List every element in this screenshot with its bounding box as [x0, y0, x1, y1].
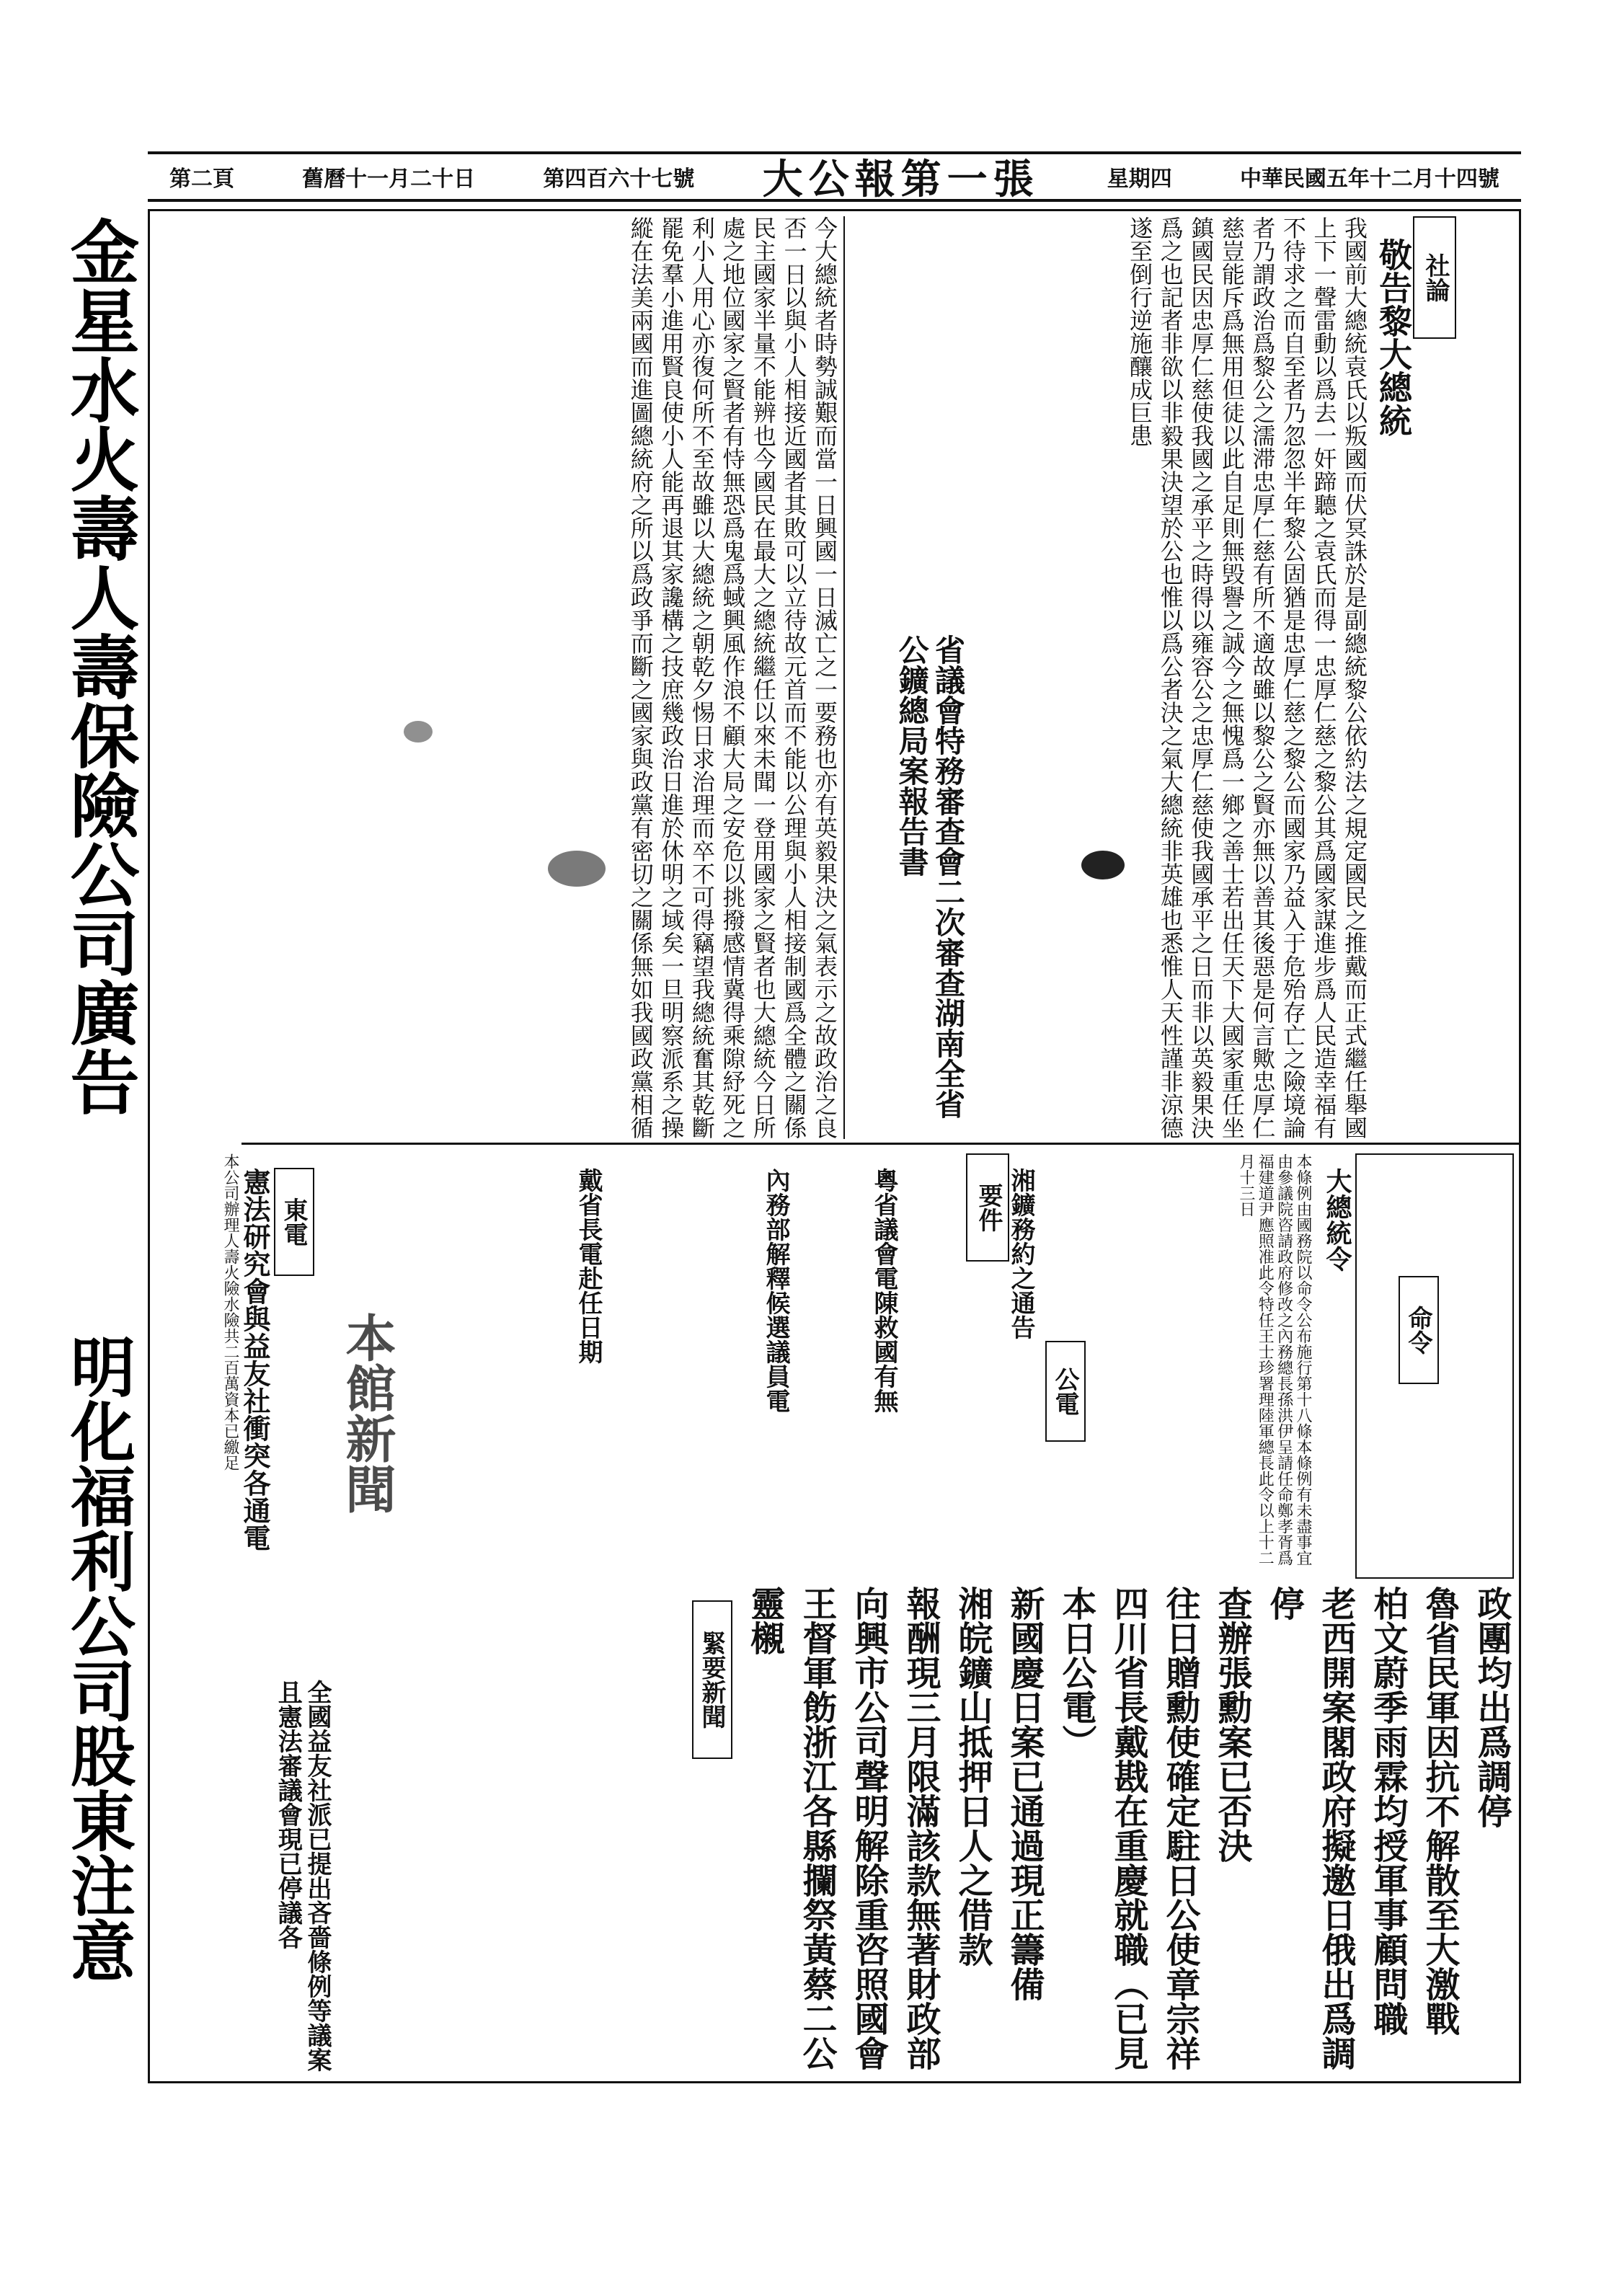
eastern-telegram-subtitle: 全國益友社派已提出吝嗇條例等議案且憲法審議會現已停議各 — [273, 1680, 332, 2072]
advert-line-2: 明化福利公司股東注意 — [59, 1334, 136, 1982]
urgent-item: 政團均出爲調停 — [1471, 1586, 1512, 1828]
eastern-telegram-label: 東電 — [274, 1168, 314, 1276]
orders-title: 大總統令 — [1322, 1168, 1352, 1272]
advert-small-print: 本公司辦理人壽火險水險共二百萬資本已繳足 — [221, 1153, 239, 1471]
urgent-item: 湘皖鑛山抵押日人之借款 — [952, 1586, 993, 1967]
telegram-title-2: 粵省議會電陳救國有無 — [869, 1168, 898, 1413]
important-docs-label: 要件 — [966, 1153, 1009, 1262]
urgent-item: 王督軍飭浙江各縣攔祭黃蔡二公靈櫬 — [745, 1586, 837, 2070]
urgent-item — [735, 1586, 739, 2083]
page-number: 第二頁 — [169, 167, 234, 192]
urgent-item: 新國慶日案已通過現正籌備 — [1004, 1586, 1045, 2001]
section-divider — [241, 1143, 1521, 1145]
orders-body: 本條例由國務院以命令公布施行第十八條本條例有未盡事宜由參議院咨請政府修改之內務總長孫洪伊呈請任命鄭孝胥爲福建道尹應照准此令特任王士珍署理陸軍總長此令以上十二月十三日 — [1236, 1153, 1312, 1566]
telegram-title-1: 湘鑛務約之通告 — [1006, 1168, 1035, 1339]
urgent-item: 柏文蔚季雨霖均授軍事顧問職 — [1368, 1586, 1408, 2036]
urgent-item: 查辦張勳案已否決 — [1212, 1586, 1252, 1863]
urgent-item: 報酬現三月限滿該款無著財政部 — [900, 1586, 941, 2070]
column-rule — [843, 216, 845, 1139]
urgent-item: 往日贈勳使確定駐日公使章宗祥 — [1160, 1586, 1200, 2070]
paper-title: 大公報第一張 — [762, 156, 1040, 203]
telegram-title-4: 戴省長電赴任日期 — [574, 1168, 603, 1364]
urgent-item: 四川省長戴戡在重慶就職（已見本日公電） — [1056, 1586, 1148, 2070]
urgent-news-list — [735, 1586, 1517, 2083]
orders-section-label: 命令 — [1399, 1276, 1439, 1384]
provincial-report-title: 省議會特務審查會二次審查湖南全省公鑛總局案報告書 — [894, 634, 966, 1119]
telegram-title-3: 內務部解釋候選議員電 — [761, 1168, 790, 1413]
advert-line-1: 金星水火壽人壽保險公司廣告 — [59, 216, 141, 1116]
urgent-item: 魯省民軍因抗不解散至大激戰 — [1419, 1586, 1460, 2036]
ink-blot — [1081, 851, 1125, 879]
company-notice — [43, 1334, 144, 2091]
editorial-body-continued: 今大總統者時勢誠艱而當一日興國一日滅亡之一要務也亦有英毅果決之氣表示之故政治之良否一日以與小人相接近國者其敗可以立待故元首而不能以公理與小人相接制國爲全體之關係民主國家半量不能辨也今國民在最大之總統繼任以來未聞一登用國家之賢者也大總統今日所處之地位國家之賢者有恃無恐爲鬼爲蜮興風作浪不顧大局之安危以挑撥感情冀得乘隙紓死之利小人用心亦復何所不至故雖以大總統之朝乾夕惕日求治理而卒不可得竊望我總統奮其乾斷罷免羣小進用賢良使小人能再退其家讒構之技庶幾政治日進於休明之域矣一旦明察派系之操縱在法美兩國而進圖總統府之所以爲政爭而斷之國家與政黨有密切之關係無如我國政黨相循 — [626, 216, 838, 1139]
editorial-body: 我國前大總統袁氏以叛國而伏冥誅於是副總統黎公依約法之規定國民之推戴而正式繼任舉國上下一聲雷動以爲去一奸蹄聽之袁氏而得一忠厚仁慈之黎公其爲國家謀進步爲人民造幸福有不待求之而自至者乃忽忽半年黎公固猶是忠厚仁慈之黎公而國家乃益入于危殆存亡之險境論者乃謂政治爲黎公之濡滞忠厚仁慈有所不適故雖以黎公之賢亦無以善其後惡是何言歟忠厚仁慈豈能斥爲無用但徒以此自足則無毁譽之誠今之無愧爲一鄉之善士若出任天下大國家重任坐鎮國民因忠厚仁慈使我國之承平之時得以雍容公之忠厚仁慈使我國承平之日而非以英毅果決爲之也記者非欲以非毅果決望於公也惟以爲公者決之氣大總統非英雄也悉惟人天性謹非涼德遂至倒行逆施釀成巨患 — [1126, 216, 1368, 1139]
urgent-item: 向興市公司聲明解除重咨照國會 — [848, 1586, 889, 2070]
news-banner: 本館新聞 — [337, 1312, 397, 1514]
lunar-date: 舊曆十一月二十日 — [302, 167, 476, 192]
urgent-item: 老西開案閣政府擬邀日俄出爲調停 — [1264, 1586, 1356, 2070]
telegram-section-label: 公電 — [1045, 1341, 1086, 1442]
masthead-bar — [148, 151, 1521, 202]
weekday: 星期四 — [1107, 167, 1172, 192]
issue-number: 第四百六十七號 — [543, 167, 695, 192]
ink-blot — [404, 721, 433, 743]
editorial-title: 敬告黎大總統 — [1374, 238, 1413, 437]
ink-blot — [548, 851, 606, 887]
urgent-news-label: 緊要新聞 — [692, 1600, 732, 1759]
eastern-telegram-title: 憲法研究會與益友社衝突各通電 — [239, 1168, 271, 1551]
publication-date: 中華民國五年十二月十四號 — [1239, 167, 1499, 192]
editorial-section-label: 社論 — [1413, 216, 1456, 339]
